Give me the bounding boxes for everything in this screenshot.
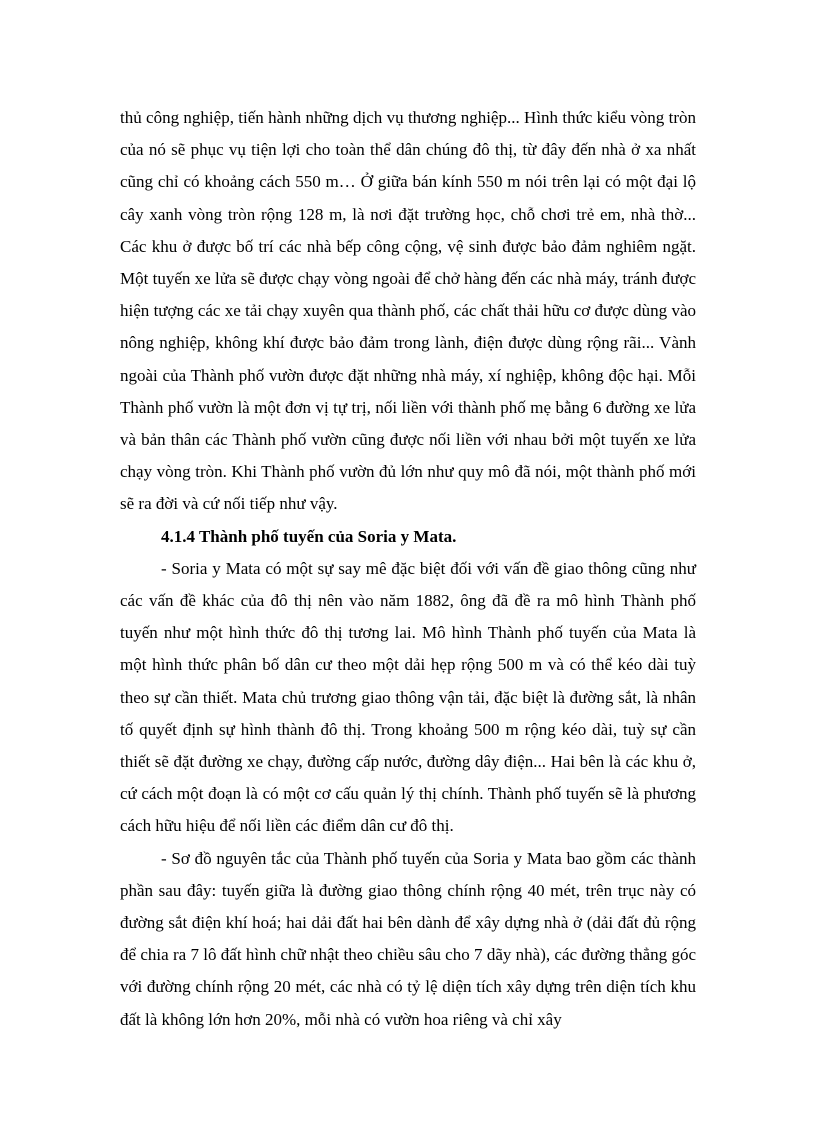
paragraph-linear-city-scheme: - Sơ đồ nguyên tắc của Thành phố tuyến của Soria y Mata bao gồm các thành phần sau đây: tuyến giữa là đường giao thông chính rộng 40 mét, trên trục này có đường sắt điện khí hoá; hai dải đất hai bên dành để xây dựng nhà ở (dải đất đủ rộng để chia ra 7 lô đất hình chữ nhật theo chiều sâu cho 7 dãy nhà), các đường thẳng góc với đường chính rộng 20 mét, các nhà có tỷ lệ diện tích xây dựng trên diện tích khu đất là không lớn hơn 20%, mỗi nhà có vườn hoa riêng và chỉ xây	[120, 848, 696, 1029]
paragraph-linear-city-intro: - Soria y Mata có một sự say mê đặc biệt đối với vấn đề giao thông cũng như các vấn đề khác của đô thị nên vào năm 1882, ông đã đề ra mô hình Thành phố tuyến như một hình thức đô thị tương lai. Mô hình Thành phố tuyến của Mata là một hình thức phân bố dân cư theo một dải hẹp rộng 500 m và có thể kéo dài tuỳ theo sự cần thiết. Mata chủ trương giao thông vận tải, đặc biệt là đường sắt, là nhân tố quyết định sự hình thành đô thị. Trong khoảng 500 m rộng kéo dài, tuỳ sự cần thiết sẽ đặt đường xe chạy, đường cấp nước, đường dây điện... Hai bên là các khu ở, cứ cách một đoạn là có một cơ cấu quản lý thị chính. Thành phố tuyến sẽ là phương cách hữu hiệu để nối liền các điểm dân cư đô thị.	[120, 558, 696, 836]
paragraph-garden-city-continued: thủ công nghiệp, tiến hành những dịch vụ thương nghiệp... Hình thức kiểu vòng tròn của nó sẽ phục vụ tiện lợi cho toàn thể dân chúng đô thị, từ đây đến nhà ở xa nhất cũng chỉ có khoảng cách 550 m… Ở giữa bán kính 550 m nói trên lại có một đại lộ cây xanh vòng tròn rộng 128 m, là nơi đặt trường học, chỗ chơi trẻ em, nhà thờ... Các khu ở được bố trí các nhà bếp công cộng, vệ sinh được bảo đảm nghiêm ngặt. Một tuyến xe lửa sẽ được chạy vòng ngoài để chở hàng đến các nhà máy, tránh được hiện tượng các xe tải chạy xuyên qua thành phố, các chất thải hữu cơ được dùng vào nông nghiệp, không khí được bảo đảm trong lành, điện được dùng rộng rãi... Vành ngoài của Thành phố vườn được đặt những nhà máy, xí nghiệp, không độc hại. Mỗi Thành phố vườn là một đơn vị tự trị, nối liền với thành phố mẹ bằng 6 đường xe lửa và bản thân các Thành phố vườn cũng được nối liền với nhau bởi một tuyến xe lửa chạy vòng tròn. Khi Thành phố vườn đủ lớn như quy mô đã nói, một thành phố mới sẽ ra đời và cứ nối tiếp như vậy.	[120, 108, 696, 514]
document-page	[120, 102, 696, 1036]
section-heading: 4.1.4 Thành phố tuyến của Soria y Mata.	[161, 526, 457, 546]
